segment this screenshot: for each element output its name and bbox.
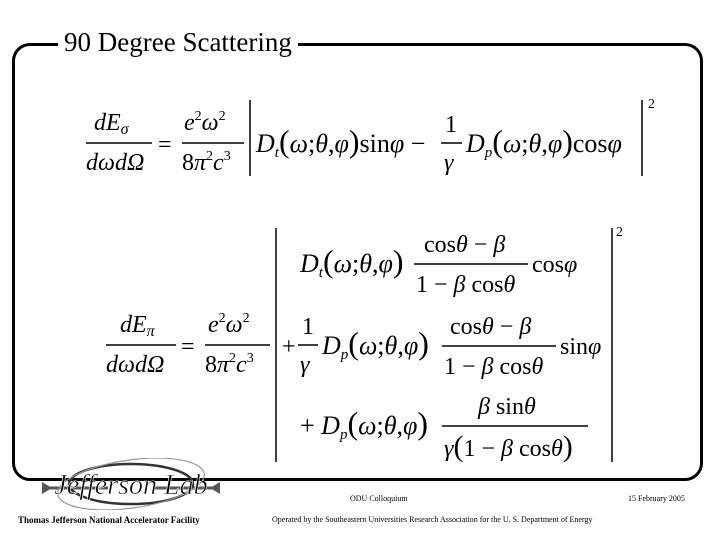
svg-text:1: 1 [302,314,314,340]
svg-text:=: = [158,132,172,158]
eq-pi-lhs-den: dωdΩ [106,352,165,378]
svg-text:γ(1 − β cosθ): γ(1 − β cosθ) [444,430,573,463]
svg-text:=: = [181,334,195,360]
eq-sigma-body: Dt(ω;θ,φ)sinφ − [256,123,426,161]
eq-sigma-exponent: 2 [648,97,655,112]
svg-text:γ: γ [300,352,310,378]
eq-pi-pref-den: $8\pi^2c^3$ [205,351,254,378]
eq-pi-exponent: 2 [616,225,623,240]
svg-text:Dt(ω;θ,φ): Dt(ω;θ,φ) [300,243,404,281]
eq-pi-pref-num: $e^2\omega^2$ [208,311,250,338]
svg-text:1 − β cosθ: 1 − β cosθ [444,354,544,380]
jefferson-lab-logo [38,458,224,510]
svg-text:+ Dp(ω;θ,φ): + Dp(ω;θ,φ) [300,405,429,443]
svg-text:1: 1 [445,112,457,138]
svg-text:cosθ − β: cosθ − β [450,314,532,340]
svg-text:β sinθ: β sinθ [478,394,536,420]
svg-text:Dp(ω;θ,φ)cosφ: Dp(ω;θ,φ)cosφ [466,123,622,161]
footer-event: ODU Colloquium [350,494,408,503]
footer-organization: Thomas Jefferson National Accelerator Facility [18,515,200,525]
svg-text:1 − β cosθ: 1 − β cosθ [416,272,516,298]
eq-sigma-lhs-num: dEσ [94,110,129,138]
svg-text:+: + [282,334,296,360]
eq-pi-lhs-num: dEπ [120,312,155,340]
svg-text:Dp(ω;θ,φ): Dp(ω;θ,φ) [322,325,429,363]
svg-text:sinφ: sinφ [560,334,602,360]
eq-sigma-lhs-den: dωdΩ [86,150,145,176]
footer-operator: Operated by the Southeastern Universities Research Association for the U. S. Department of Energy [272,515,593,524]
eq-sigma-pref-num: $e^2\omega^2$ [184,109,226,136]
equation-sigma [86,97,655,176]
logo-text: Jefferson Lab [54,470,208,501]
equation-pi [106,225,623,463]
svg-text:cosθ − β: cosθ − β [424,232,506,258]
svg-text:γ: γ [444,150,454,176]
eq-sigma-pref-den: $8\pi^2c^3$ [182,149,231,176]
footer-date: 15 February 2005 [628,494,685,503]
svg-text:cosφ: cosφ [532,252,578,278]
slide-title: 90 Degree Scattering [58,26,298,58]
